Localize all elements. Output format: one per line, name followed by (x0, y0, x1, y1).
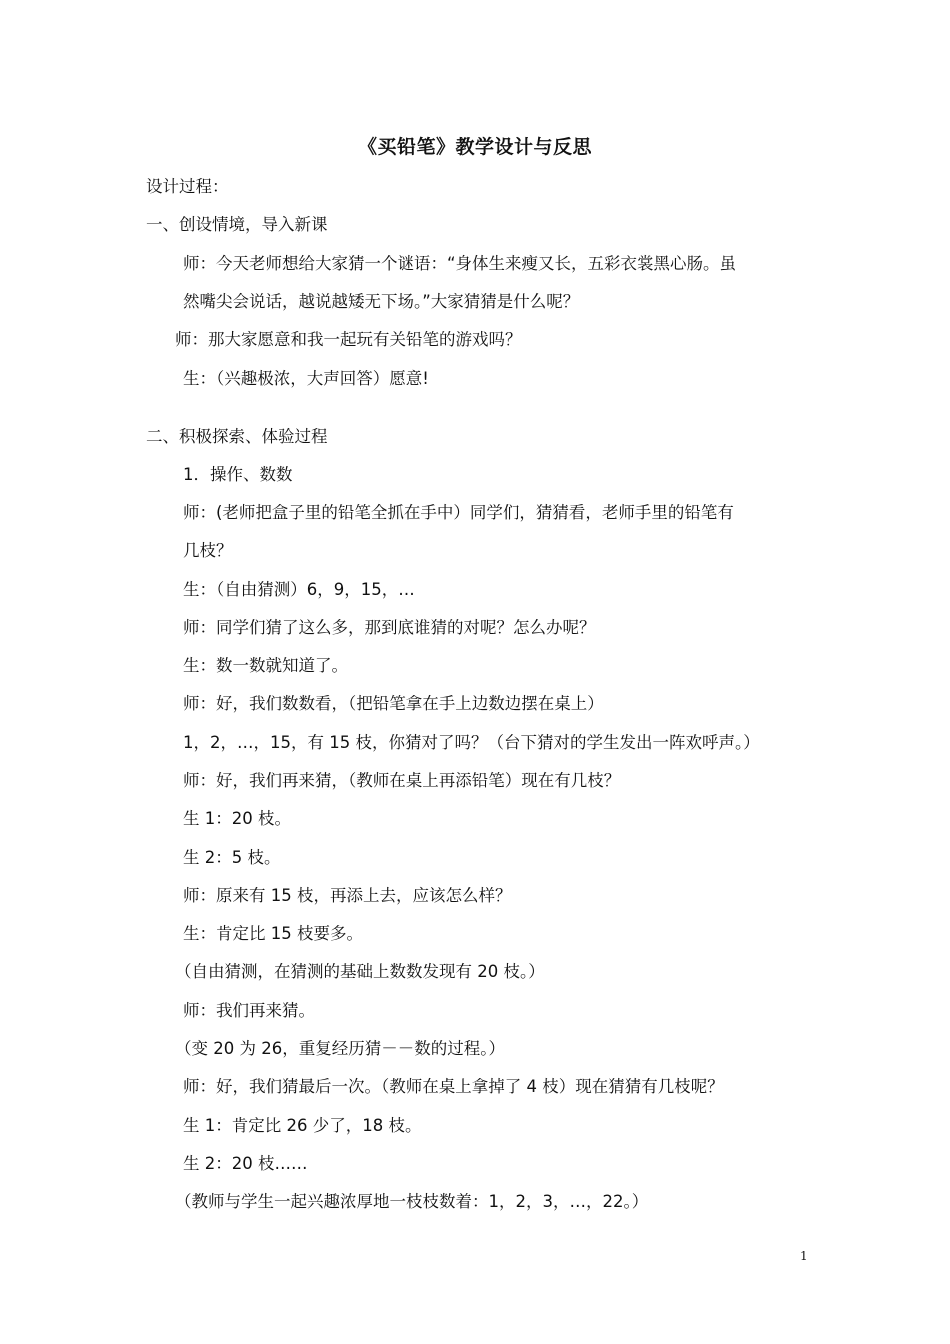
text-line: 生：（自由猜测）6，9，15，… (183, 580, 415, 599)
text-line: （变 20 为 26，重复经历猜－－数的过程。） (175, 1039, 505, 1058)
text-line: 师：好，我们数数看，（把铅笔拿在手上边数边摆在桌上） (183, 694, 604, 713)
document-title: 《买铅笔》教学设计与反思 (357, 136, 592, 158)
text-line: （教师与学生一起兴趣浓厚地一枝枝数着：1，2，3，…，22。） (175, 1192, 649, 1211)
section-heading: 二、积极探索、体验过程 (146, 427, 328, 446)
text-line: 生 2：20 枝…… (183, 1154, 308, 1173)
text-line: 师：同学们猜了这么多，那到底谁猜的对呢？怎么办呢？ (183, 618, 596, 637)
text-line: 师：(老师把盒子里的铅笔全抓在手中）同学们，猜猜看，老师手里的铅笔有 (183, 503, 734, 522)
text-line: 1，2，…，15，有 15 枝，你猜对了吗？（台下猜对的学生发出一阵欢呼声。） (183, 733, 760, 752)
text-line: 师：好，我们再来猜，（教师在桌上再添铅笔）现在有几枝？ (183, 771, 621, 790)
text-line: 师：好，我们猜最后一次。（教师在桌上拿掉了 4 枝）现在猜猜有几枝呢？ (183, 1077, 724, 1096)
text-line: 生 1：20 枝。 (183, 809, 291, 828)
text-line: 生：数一数就知道了。 (183, 656, 348, 675)
text-line: 生 1：肯定比 26 少了，18 枝。 (183, 1116, 422, 1135)
subsection-heading: 1．操作、数数 (183, 465, 293, 484)
text-line: 几枝？ (183, 541, 233, 560)
text-line: 生：肯定比 15 枝要多。 (183, 924, 363, 943)
text-line: 生：（兴趣极浓，大声回答）愿意! (183, 369, 429, 388)
text-line: 师：那大家愿意和我一起玩有关铅笔的游戏吗？ (175, 330, 522, 349)
text-line: （自由猜测，在猜测的基础上数数发现有 20 枝。） (175, 962, 545, 981)
page-number: 1 (800, 1249, 808, 1263)
text-line: 师：原来有 15 枝，再添上去，应该怎么样？ (183, 886, 512, 905)
text-line: 师：我们再来猜。 (183, 1001, 315, 1020)
text-line: 设计过程： (146, 177, 229, 196)
text-line: 师：今天老师想给大家猜一个谜语：“身体生来瘦又长，五彩衣裳黑心肠。虽 (183, 254, 737, 273)
section-heading: 一、创设情境，导入新课 (146, 215, 328, 234)
text-line: 然嘴尖会说话，越说越矮无下场。”大家猜猜是什么呢？ (183, 292, 580, 311)
text-line: 生 2：5 枝。 (183, 848, 281, 867)
